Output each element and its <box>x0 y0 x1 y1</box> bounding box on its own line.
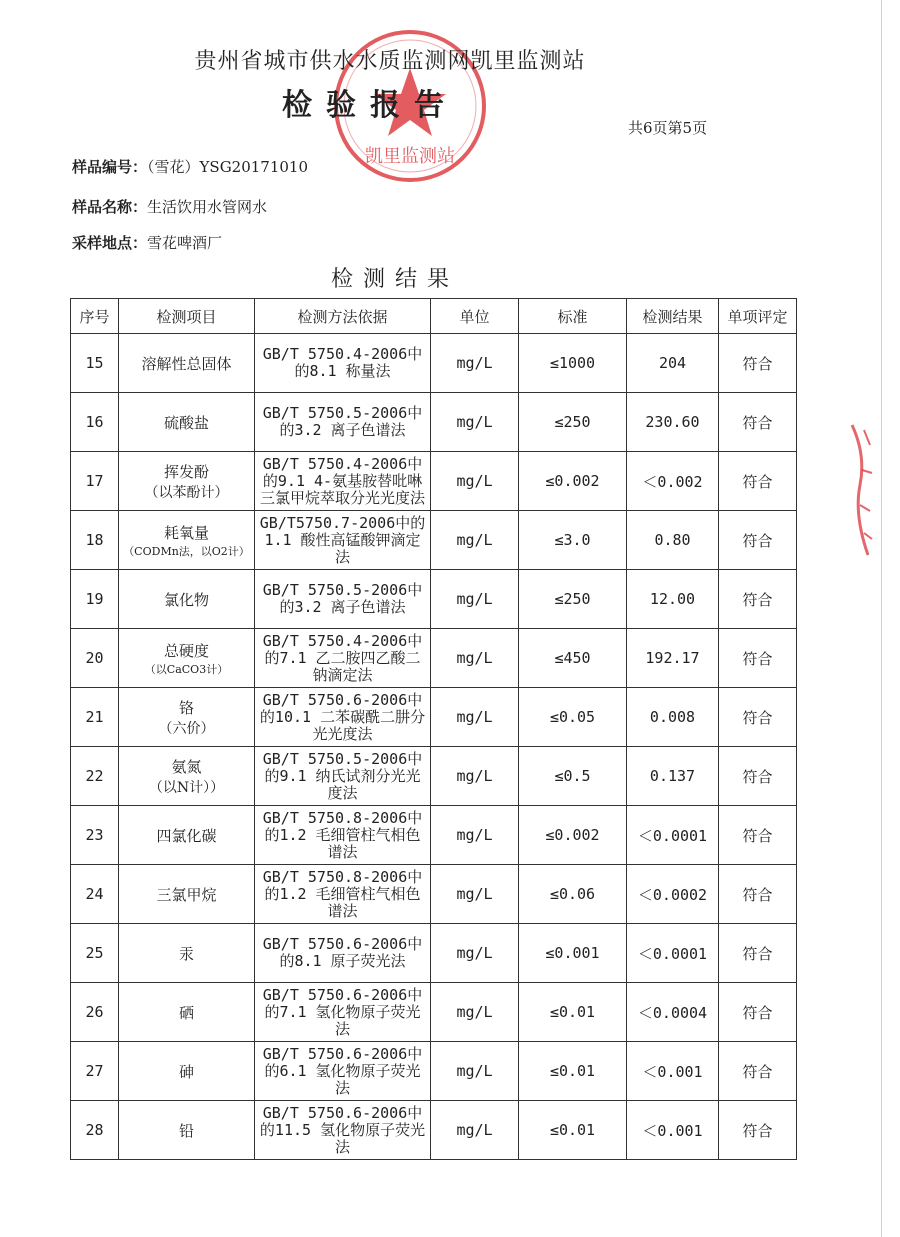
cell-unit: mg/L <box>431 570 519 629</box>
cell-no: 15 <box>71 334 119 393</box>
cell-verdict: 符合 <box>719 393 797 452</box>
cell-method: GB/T 5750.5-2006中的9.1 纳氏试剂分光光度法 <box>255 747 431 806</box>
page-count: 共6页第5页 <box>628 119 708 137</box>
sample-name-label: 样品名称： <box>72 198 148 216</box>
item-name: 耗氧量 <box>163 523 209 542</box>
cell-method: GB/T 5750.6-2006中的7.1 氢化物原子荧光法 <box>255 983 431 1042</box>
sample-site-label: 采样地点： <box>72 234 148 252</box>
cell-result: ＜0.0002 <box>627 865 719 924</box>
organization-title: 贵州省城市供水水质监测网凯里监测站 <box>194 49 586 74</box>
cell-unit: mg/L <box>431 629 519 688</box>
cell-result: 0.137 <box>627 747 719 806</box>
cell-item <box>119 629 255 688</box>
cell-method: GB/T 5750.5-2006中的3.2 离子色谱法 <box>255 570 431 629</box>
table-row <box>71 452 797 511</box>
cell-no: 20 <box>71 629 119 688</box>
cell-result: ＜0.001 <box>627 1101 719 1160</box>
cell-no: 17 <box>71 452 119 511</box>
cell-no: 25 <box>71 924 119 983</box>
cell-unit: mg/L <box>431 1101 519 1160</box>
sample-name-value: 生活饮用水管网水 <box>147 198 268 216</box>
item-qualifier: （CODMn法，以O2计） <box>123 544 250 558</box>
cell-result: ＜0.001 <box>627 1042 719 1101</box>
sample-id-label: 样品编号： <box>72 158 148 176</box>
cell-method: GB/T 5750.4-2006中的7.1 乙二胺四乙酸二钠滴定法 <box>255 629 431 688</box>
cell-item <box>119 1042 255 1101</box>
cell-verdict: 符合 <box>719 983 797 1042</box>
cell-no: 16 <box>71 393 119 452</box>
cell-standard: ≤0.001 <box>519 924 627 983</box>
cell-unit: mg/L <box>431 806 519 865</box>
table-row <box>71 570 797 629</box>
cell-standard: ≤0.5 <box>519 747 627 806</box>
cell-method: GB/T 5750.8-2006中的1.2 毛细管柱气相色谱法 <box>255 865 431 924</box>
cell-no: 24 <box>71 865 119 924</box>
cell-result: ＜0.002 <box>627 452 719 511</box>
cell-unit: mg/L <box>431 1042 519 1101</box>
cell-no: 18 <box>71 511 119 570</box>
seal-edge-mark-icon <box>846 415 876 565</box>
cell-unit: mg/L <box>431 983 519 1042</box>
cell-method: GB/T 5750.6-2006中的6.1 氢化物原子荧光法 <box>255 1042 431 1101</box>
cell-standard: ≤0.01 <box>519 983 627 1042</box>
cell-verdict: 符合 <box>719 747 797 806</box>
cell-unit: mg/L <box>431 452 519 511</box>
item-name: 铬 <box>178 698 194 717</box>
cell-verdict: 符合 <box>719 511 797 570</box>
svg-text:凯里监测站: 凯里监测站 <box>365 146 455 167</box>
cell-verdict: 符合 <box>719 1101 797 1160</box>
col-header-unit: 单位 <box>431 299 519 334</box>
cell-unit: mg/L <box>431 334 519 393</box>
cell-item <box>119 1101 255 1160</box>
cell-verdict: 符合 <box>719 924 797 983</box>
item-name: 硒 <box>178 1003 194 1022</box>
cell-unit: mg/L <box>431 511 519 570</box>
cell-result: 204 <box>627 334 719 393</box>
cell-standard: ≤250 <box>519 570 627 629</box>
table-header-row <box>71 299 797 334</box>
cell-standard: ≤0.01 <box>519 1042 627 1101</box>
cell-unit: mg/L <box>431 688 519 747</box>
cell-standard: ≤450 <box>519 629 627 688</box>
results-table <box>70 298 797 1160</box>
cell-standard: ≤0.002 <box>519 452 627 511</box>
cell-item <box>119 570 255 629</box>
cell-item <box>119 806 255 865</box>
cell-unit: mg/L <box>431 865 519 924</box>
item-name: 氯化物 <box>163 590 209 609</box>
col-header-result: 检测结果 <box>627 299 719 334</box>
table-row <box>71 983 797 1042</box>
cell-no: 21 <box>71 688 119 747</box>
sample-name-line <box>72 196 267 217</box>
cell-result: ＜0.0004 <box>627 983 719 1042</box>
item-name: 铅 <box>178 1121 194 1140</box>
cell-result: ＜0.0001 <box>627 924 719 983</box>
cell-verdict: 符合 <box>719 1042 797 1101</box>
cell-verdict: 符合 <box>719 452 797 511</box>
table-row <box>71 1101 797 1160</box>
item-name: 三氯甲烷 <box>156 885 217 904</box>
item-name: 挥发酚 <box>163 462 209 481</box>
cell-method: GB/T5750.7-2006中的1.1 酸性高锰酸钾滴定法 <box>255 511 431 570</box>
sample-id-value: （雪花）YSG20171010 <box>147 158 309 176</box>
cell-item <box>119 983 255 1042</box>
col-header-standard: 标准 <box>519 299 627 334</box>
cell-no: 28 <box>71 1101 119 1160</box>
col-header-item: 检测项目 <box>119 299 255 334</box>
table-row <box>71 924 797 983</box>
cell-unit: mg/L <box>431 924 519 983</box>
cell-standard: ≤250 <box>519 393 627 452</box>
cell-item <box>119 511 255 570</box>
cell-verdict: 符合 <box>719 629 797 688</box>
cell-method: GB/T 5750.6-2006中的11.5 氢化物原子荧光法 <box>255 1101 431 1160</box>
cell-item <box>119 924 255 983</box>
item-name: 砷 <box>178 1062 194 1081</box>
cell-unit: mg/L <box>431 747 519 806</box>
cell-method: GB/T 5750.4-2006中的9.1 4-氨基胺替吡啉三氯甲烷萃取分光光度法 <box>255 452 431 511</box>
cell-method: GB/T 5750.4-2006中的8.1 称量法 <box>255 334 431 393</box>
cell-standard: ≤1000 <box>519 334 627 393</box>
results-title: 检测结果 <box>330 267 459 292</box>
cell-method: GB/T 5750.5-2006中的3.2 离子色谱法 <box>255 393 431 452</box>
item-name: 总硬度 <box>163 641 209 660</box>
cell-result: 12.00 <box>627 570 719 629</box>
table-row <box>71 747 797 806</box>
item-name: 氨氮 <box>171 757 202 776</box>
cell-no: 22 <box>71 747 119 806</box>
table-row <box>71 511 797 570</box>
cell-verdict: 符合 <box>719 806 797 865</box>
cell-standard: ≤3.0 <box>519 511 627 570</box>
item-qualifier: （以CaCO3计） <box>144 662 229 676</box>
cell-item <box>119 747 255 806</box>
cell-no: 27 <box>71 1042 119 1101</box>
cell-result: ＜0.0001 <box>627 806 719 865</box>
cell-result: 0.80 <box>627 511 719 570</box>
table-row <box>71 334 797 393</box>
item-qualifier: （六价） <box>158 720 215 737</box>
cell-item <box>119 688 255 747</box>
table-row <box>71 1042 797 1101</box>
page-edge <box>881 0 882 1237</box>
sample-site-value: 雪花啤酒厂 <box>147 234 223 252</box>
item-qualifier: （以苯酚计） <box>144 484 229 501</box>
item-name: 硫酸盐 <box>163 413 209 432</box>
cell-standard: ≤0.06 <box>519 865 627 924</box>
col-header-method: 检测方法依据 <box>255 299 431 334</box>
cell-method: GB/T 5750.6-2006中的10.1 二苯碳酰二肼分光光度法 <box>255 688 431 747</box>
cell-unit: mg/L <box>431 393 519 452</box>
item-name: 四氯化碳 <box>156 826 217 845</box>
table-row <box>71 865 797 924</box>
cell-item <box>119 393 255 452</box>
cell-result: 0.008 <box>627 688 719 747</box>
cell-item <box>119 334 255 393</box>
cell-result: 230.60 <box>627 393 719 452</box>
table-row <box>71 806 797 865</box>
report-title: 检验报告 <box>282 88 458 123</box>
results-table-body <box>71 334 797 1160</box>
cell-no: 26 <box>71 983 119 1042</box>
cell-result: 192.17 <box>627 629 719 688</box>
sample-site-line <box>72 232 222 253</box>
table-row <box>71 393 797 452</box>
cell-standard: ≤0.05 <box>519 688 627 747</box>
cell-method: GB/T 5750.6-2006中的8.1 原子荧光法 <box>255 924 431 983</box>
table-row <box>71 629 797 688</box>
item-name: 汞 <box>178 944 194 963</box>
cell-item <box>119 452 255 511</box>
cell-no: 23 <box>71 806 119 865</box>
cell-verdict: 符合 <box>719 865 797 924</box>
cell-standard: ≤0.01 <box>519 1101 627 1160</box>
col-header-no: 序号 <box>71 299 119 334</box>
cell-standard: ≤0.002 <box>519 806 627 865</box>
cell-item <box>119 865 255 924</box>
item-qualifier: （以N计）） <box>148 779 225 796</box>
cell-verdict: 符合 <box>719 334 797 393</box>
sample-id-line <box>72 156 308 177</box>
table-row <box>71 688 797 747</box>
col-header-verdict: 单项评定 <box>719 299 797 334</box>
item-name: 溶解性总固体 <box>141 354 232 373</box>
cell-method: GB/T 5750.8-2006中的1.2 毛细管柱气相色谱法 <box>255 806 431 865</box>
cell-verdict: 符合 <box>719 570 797 629</box>
cell-verdict: 符合 <box>719 688 797 747</box>
cell-no: 19 <box>71 570 119 629</box>
